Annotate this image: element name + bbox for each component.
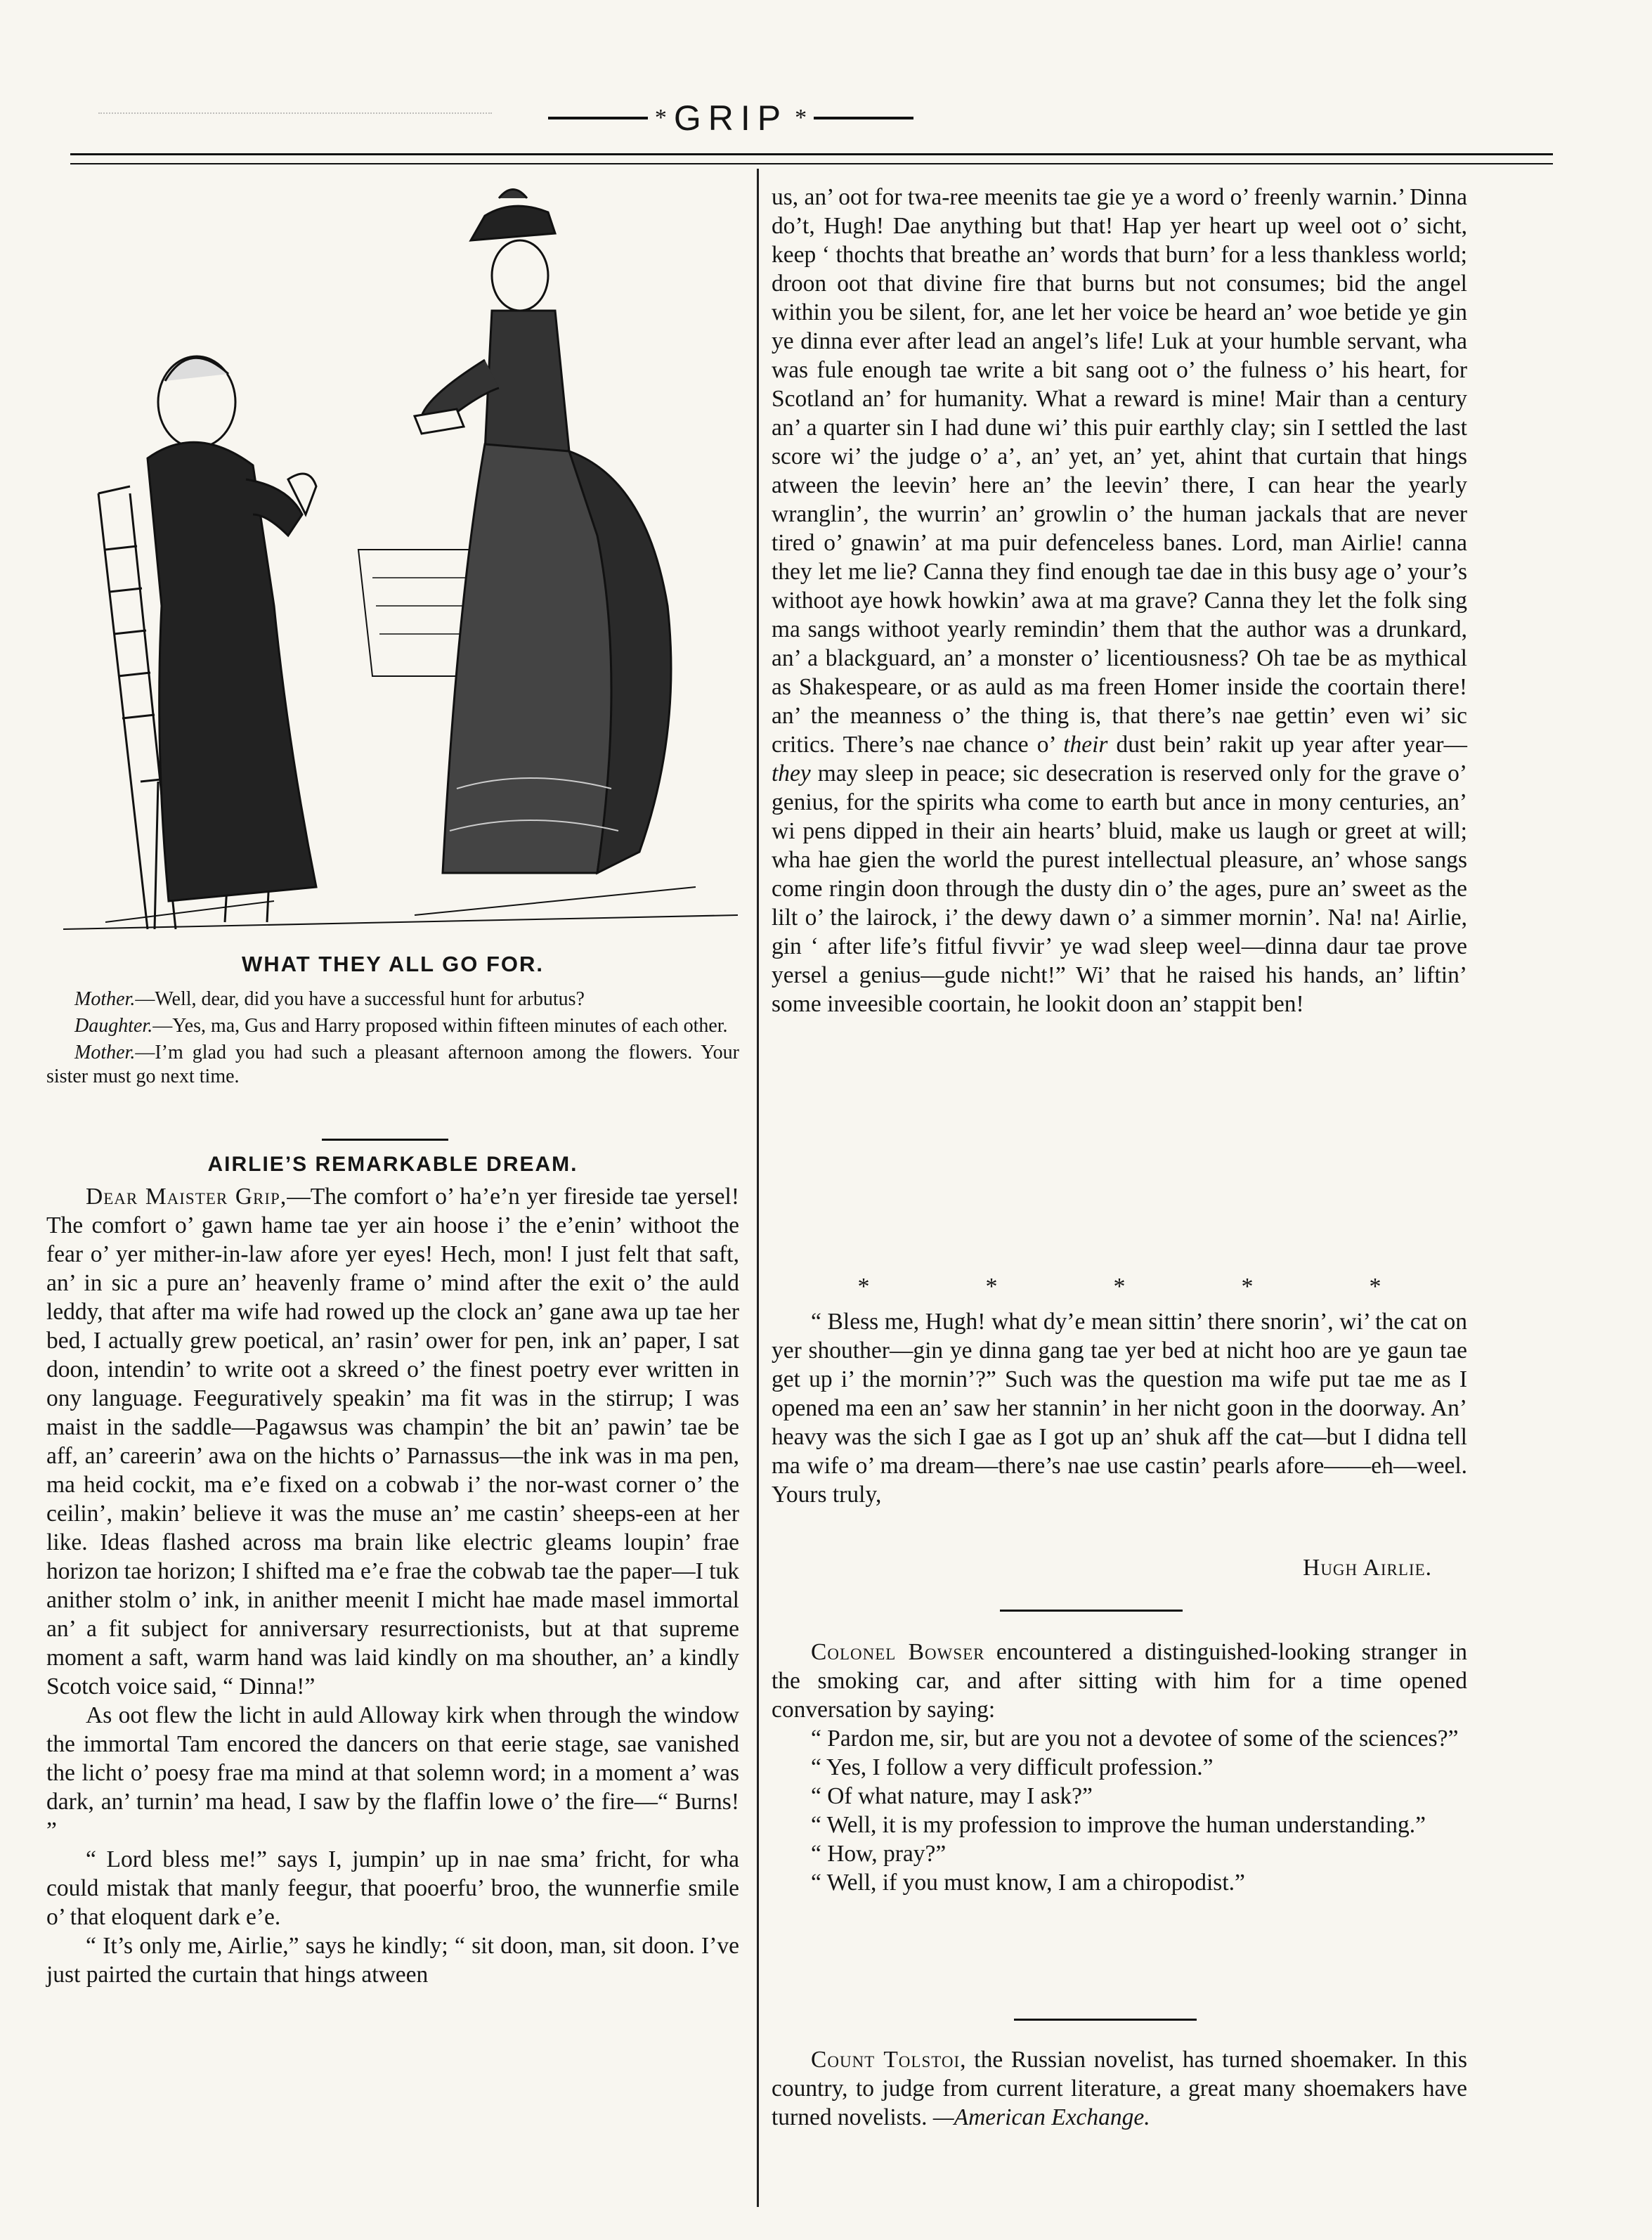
- story-paragraph: [46, 1182, 739, 1701]
- dialogue-line: [46, 1014, 739, 1038]
- dialogue-line: [46, 988, 739, 1011]
- item-paragraph: [772, 2045, 1467, 2132]
- print-speckle: [98, 112, 492, 114]
- star-mark: *: [857, 1274, 870, 1300]
- section-rule: [322, 1139, 448, 1141]
- dialogue-line: [46, 1041, 739, 1089]
- section-rule: [1000, 1610, 1183, 1612]
- masthead-star-left: *: [654, 105, 667, 131]
- masthead-star-right: *: [795, 105, 807, 131]
- star-mark: *: [1113, 1274, 1126, 1300]
- emphasis: their: [1063, 732, 1108, 758]
- story-signature: Hugh Airlie.: [1303, 1555, 1432, 1581]
- anecdote-name: Colonel Bowser: [811, 1639, 985, 1665]
- story-paragraph: “ Bless me, Hugh! what dy’e mean sittin’ there snorin’, wi’ the cat on yer shouther—gin ye dinna gang tae yer bed at nicht hoo are ye gaun tae get up i’ the mornin’?” Such was the question ma wife put tae me as I opened ma een an’ saw her stannin’ in her nicht goon in the doorway. An’ heavy was the sich I gae as I got up an’ shuk aff the cat—but I didna tell ma wife o’ ma dream—there’s nae use castin’ pearls afore——eh—weel. Yours truly,: [772, 1309, 1467, 1508]
- dialogue-line: “ Well, if you must know, I am a chiropodist.”: [811, 1870, 1245, 1896]
- column-divider: [757, 169, 759, 2207]
- star-mark: *: [1369, 1274, 1381, 1300]
- story-paragraph: “ It’s only me, Airlie,” says he kindly; “ sit doon, man, sit doon. I’ve just pairted the curtain that hings atween: [46, 1933, 739, 1988]
- speaker-label: Daughter.: [74, 1015, 153, 1037]
- tolstoi-item: [772, 2045, 1467, 2132]
- section-stars: [772, 1274, 1467, 1300]
- masthead-dash-right: [814, 117, 913, 119]
- dialogue-line: “ Well, it is my profession to improve the human understanding.”: [811, 1812, 1426, 1838]
- dialogue-text: —Well, dear, did you have a successful hunt for arbutus?: [135, 988, 585, 1010]
- paragraph-text: us, an’ oot for twa-ree meenits tae gie ye a word o’ freenly warnin.’ Dinna do’t, Hugh! Dae anything but that! Hap yer heart up weel oot o’ sicht, keep ‘ thochts that breathe an’ words that burn’ for a less thankless world; droon oot that divine fire that burns but not consumes; bid the angel within you be silent, for, ane let her voice be heard an’ woe betide ye gin ye dinna ever after lead an angel’s life! Luk at your humble servant, wha was fule enough tae write a bit sang oot o’ the fulness o’ his heart, for Scotland an’ for humanity. What a reward is mine! Mair than a century an’ a quarter sin I had dune wi’ this puir earthly clay; sin I settled the last score wi’ the judge o’ a’, an’ yet, an’ yet, ahint that curtain that hings atween the leevin’ here an’ the leevin’ there, I can hear the yearly wranglin’, the wurrin’ an’ growlin o’ the human jackals that are never tired o’ gnawin’ at ma puir defenceless banes. Lord, man Airlie! canna they let me lie? Canna they find enough tae dae in this busy age o’ your’s withoot aye howk howkin’ awa at ma grave? Canna they let the folk sing ma sangs withoot yearly remindin’ them that the author was a drunkard, an’ a blackguard, an’ a monster o’ licentiousness? Oh tae be as mythical as Shakespeare, or as auld as ma freen Homer inside the coortain there! an’ the meanness o’ the thing is, that there’s nae gettin’ even wi’ sic critics. There’s nae chance o’: [772, 184, 1467, 758]
- story-paragraph: As oot flew the licht in auld Alloway kirk when through the window the immortal Tam encored the dancers on that eerie stage, sae vanished the licht o’ poesy frae ma mind at that solemn word; in a moment a’ was dark, an’ turnin’ ma head, I saw by the flaffin lowe o’ the fire—“ Burns! ”: [46, 1702, 739, 1844]
- story-right-column: [772, 183, 1467, 1018]
- masthead-title: GRIP: [673, 98, 788, 138]
- header-rule-thin: [70, 163, 1553, 164]
- section-rule: [1014, 2019, 1197, 2021]
- cartoon-caption-title: WHAT THEY ALL GO FOR.: [241, 952, 545, 976]
- masthead-dash-left: [548, 117, 648, 119]
- masthead: [548, 97, 913, 139]
- salutation: Dear Maister Grip,: [86, 1184, 287, 1210]
- story-paragraph: “ Lord bless me!” says I, jumpin’ up in nae sma’ fricht, for wha could mistak that manly feegur, that pooerfu’ broo, the wunnerfie smile o’ that eloquent dark e’e.: [46, 1846, 739, 1930]
- header-rule: [70, 153, 1553, 155]
- dialogue-line: “ Yes, I follow a very difficult profession.”: [811, 1754, 1214, 1780]
- story-paragraph: [772, 183, 1467, 1018]
- dialogue-line: “ How, pray?”: [811, 1841, 947, 1867]
- story-ending: [772, 1307, 1467, 1509]
- speaker-label: Mother.: [74, 1042, 136, 1063]
- speaker-label: Mother.: [74, 988, 136, 1010]
- cartoon-illustration: [63, 184, 738, 945]
- dialogue-text: —I’m glad you had such a pleasant afternoon among the flowers. Your sister must go next time.: [46, 1042, 739, 1087]
- bowser-anecdote: [772, 1638, 1467, 1897]
- anecdote-intro: [772, 1638, 1467, 1724]
- item-text: , the Russian novelist, has turned shoemaker. In this country, to judge from current literature, a great many shoemakers have turned novelists.: [772, 2047, 1468, 2130]
- story-title: AIRLIE’S REMARKABLE DREAM.: [207, 1153, 578, 1176]
- item-source: —American Exchange.: [932, 2104, 1150, 2130]
- item-name: Count Tolstoi: [811, 2047, 961, 2073]
- dialogue-line: “ Of what nature, may I ask?”: [811, 1783, 1093, 1809]
- dialogue-line: “ Pardon me, sir, but are you not a devotee of some of the sciences?”: [811, 1726, 1459, 1752]
- emphasis: they: [772, 760, 811, 786]
- anecdote-text: encountered a distinguished-looking stranger in the smoking car, and after sitting with him for a time opened conversation by saying:: [772, 1639, 1468, 1723]
- star-mark: *: [1241, 1274, 1254, 1300]
- paragraph-text: dust bein’ rakit up year after year—: [1116, 732, 1467, 758]
- paragraph-text: —The comfort o’ ha’e’n yer fireside tae yersel! The comfort o’ gawn hame tae yer ain hoose i’ the e’enin’ withoot the fear o’ yer mither-in-law afore yer eyes! Hech, mon! I just felt that saft, an’ in sic a pure an’ heavenly frame o’ mind after the exit o’ the auld leddy, that after ma wife had rowed up the clock an’ gane awa up tae her bed, I actually grew poetical, an’ rasin’ ower for pen, ink an’ paper, I sat doon, intendin’ to write oot a skreed o’ the finest poetry ever written in ony language. Feeguratively speakin’ ma fit was in the stirrup; I was maist in the saddle—Pagawsus was champin’ the bit an’ pawin’ tae be aff, an’ careerin’ awa on the hichts o’ Parnassus—the ink was in ma pen, ma heid cockit, ma e’e fixed on a cobwab i’ the nor-wast corner o’ the ceilin’, makin’ believe it was the muse an’ me castin’ sheeps-een at her like. Ideas flashed across ma brain like electric gleams loupin’ frae horizon tae horizon; I shifted ma e’e frae the cobwab tae the paper—I tuk anither stolm o’ ink, in anither meenit I micht hae made masel immortal an’ a fit subject for anniversary resurrectionists, but at that supreme moment a saft, warm hand was laid kindly on ma shouther, an’ a kindly Scotch voice said, “ Dinna!”: [46, 1184, 740, 1700]
- star-mark: *: [985, 1274, 998, 1300]
- paragraph-text: may sleep in peace; sic desecration is reserved only for the grave o’ genius, for the spirits wha come to earth but ance in mony centuries, an’ wi pens dipped in their ain hearts’ bluid, make us laugh or greet at will; wha hae gien the world the purest intellectual pleasure, an’ whose sangs come ringin doon through the dusty din o’ the ages, pure an’ sweet as the lilt o’ the lairock, i’ the dewy dawn o’ a simmer mornin’. Na! na! Airlie, gin ‘ after life’s fitful fivvir’ ye wad sleep weel—dinna daur tae prove yersel a genius—gude nicht!” Wi’ that he raised his hands, an’ liftin’ some inveesible coortain, he lookit doon an’ stappit ben!: [772, 760, 1467, 1017]
- story-left-column: [46, 1182, 739, 1989]
- cartoon-dialogue: [46, 988, 739, 1092]
- dialogue-text: —Yes, ma, Gus and Harry proposed within fifteen minutes of each other.: [152, 1015, 728, 1037]
